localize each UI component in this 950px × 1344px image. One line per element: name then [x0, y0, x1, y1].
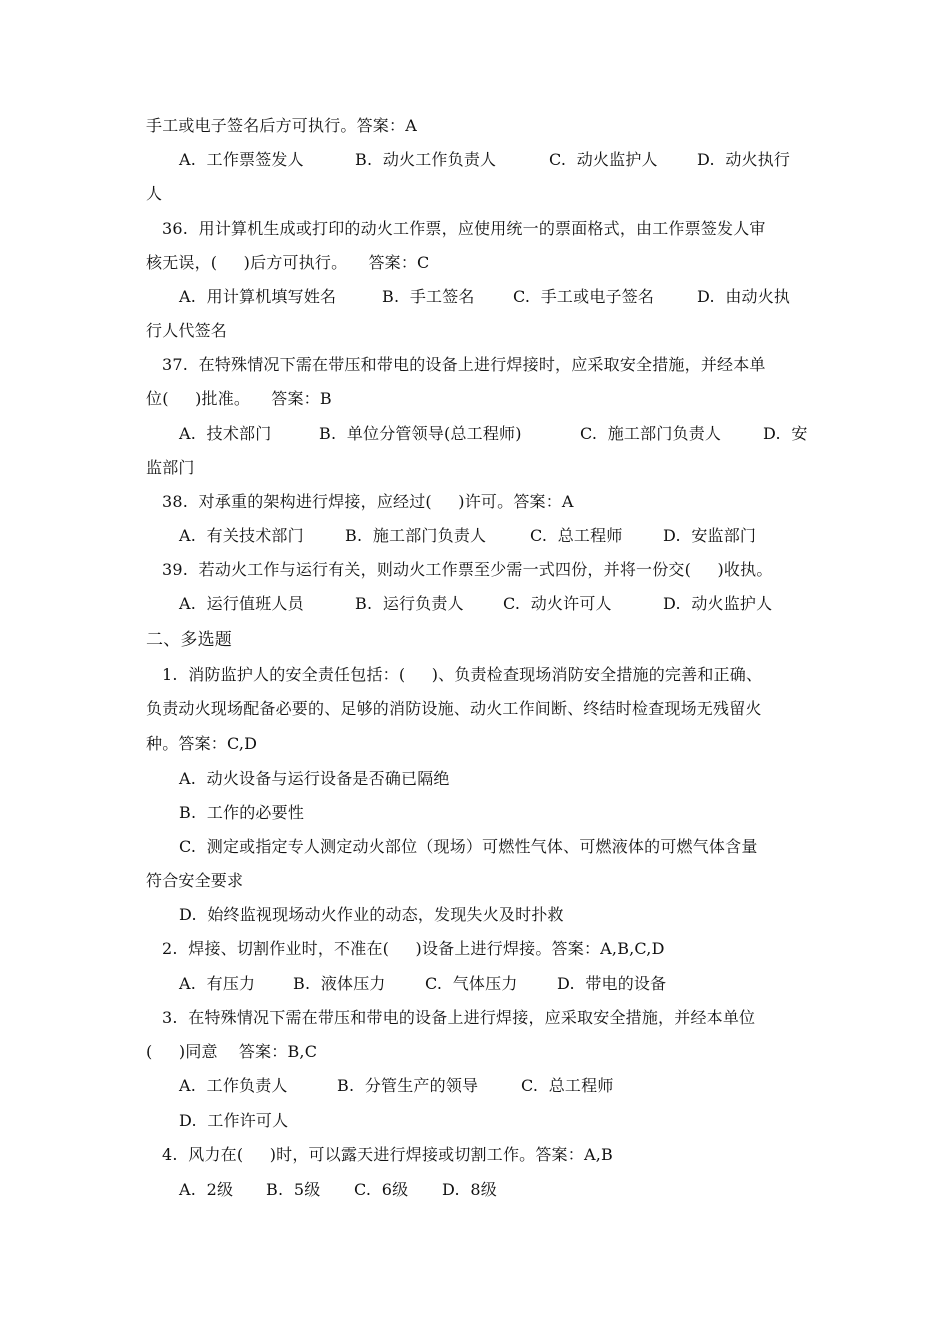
q36-option-d-cont: 行人代签名: [146, 321, 228, 340]
m4-option-a: A. 2级: [179, 1180, 234, 1199]
q36-option-d: D. 由动火执: [697, 287, 791, 306]
q39-option-a: A. 运行值班人员: [179, 594, 304, 613]
q38-option-b: B. 施工部门负责人: [345, 526, 487, 545]
m3-text: 3. 在特殊情况下需在带压和带电的设备上进行焊接，应采取安全措施，并经本单位: [162, 1008, 756, 1027]
q35-option-d-cont: 人: [146, 184, 163, 203]
m4-text: 4. 风力在( )时，可以露天进行焊接或切割工作。答案：A,B: [162, 1145, 613, 1164]
q35-options: [0, 150, 950, 270]
m1-option-b: B. 工作的必要性: [179, 803, 305, 822]
m3-option-c: C. 总工程师: [521, 1076, 614, 1095]
m1-option-c: C. 测定或指定专人测定动火部位（现场）可燃性气体、可燃液体的可燃气体含量: [179, 837, 758, 856]
m3-text-cont: ( )同意 答案：B,C: [146, 1042, 318, 1061]
q39-option-d: D. 动火监护人: [663, 594, 773, 613]
m2-option-a: A. 有压力: [179, 974, 256, 993]
q37-option-a: A. 技术部门: [179, 424, 272, 443]
m4-options: [0, 1180, 950, 1300]
q39-option-b: B. 运行负责人: [355, 594, 464, 613]
q37-text-cont: 位( )批准。 答案：B: [146, 389, 332, 408]
q38-text: 38. 对承重的架构进行焊接，应经过( )许可。答案：A: [162, 492, 574, 511]
q35-option-d: D. 动火执行: [697, 150, 791, 169]
q36-option-c: C. 手工或电子签名: [513, 287, 655, 306]
q37-text: 37. 在特殊情况下需在带压和带电的设备上进行焊接时，应采取安全措施，并经本单: [162, 355, 766, 374]
q35-option-c: C. 动火监护人: [549, 150, 658, 169]
m1-option-d: D. 始终监视现场动火作业的动态，发现失火及时扑救: [179, 905, 564, 924]
q37-option-b: B. 单位分管领导(总工程师): [319, 424, 522, 443]
q35-option-a: A. 工作票签发人: [179, 150, 304, 169]
q39-text: 39. 若动火工作与运行有关，则动火工作票至少需一式四份，并将一份交( )收执。: [162, 560, 773, 579]
q37-option-d-cont: 监部门: [146, 458, 195, 477]
q36-text: 36. 用计算机生成或打印的动火工作票，应使用统一的票面格式，由工作票签发人审: [162, 219, 766, 238]
q38-option-a: A. 有关技术部门: [179, 526, 304, 545]
q36-option-a: A. 用计算机填写姓名: [179, 287, 337, 306]
m2-option-c: C. 气体压力: [425, 974, 518, 993]
q39-option-c: C. 动火许可人: [503, 594, 612, 613]
q38-option-c: C. 总工程师: [530, 526, 623, 545]
m2-option-b: B. 液体压力: [293, 974, 386, 993]
m2-text: 2. 焊接、切割作业时，不准在( )设备上进行焊接。答案：A,B,C,D: [162, 939, 665, 958]
q36-option-b: B. 手工签名: [382, 287, 475, 306]
m3-option-d: D. 工作许可人: [179, 1111, 289, 1130]
m2-option-d: D. 带电的设备: [557, 974, 667, 993]
q35-tail: 手工或电子签名后方可执行。答案：A: [146, 116, 417, 135]
q37-option-c: C. 施工部门负责人: [580, 424, 722, 443]
m4-option-c: C. 6级: [354, 1180, 409, 1199]
m1-option-a: A. 动火设备与运行设备是否确已隔绝: [179, 769, 450, 788]
m4-option-d: D. 8级: [442, 1180, 497, 1199]
m3-option-b: B. 分管生产的领导: [337, 1076, 479, 1095]
q35-option-b: B. 动火工作负责人: [355, 150, 497, 169]
m3-option-a: A. 工作负责人: [179, 1076, 288, 1095]
m1-text: 1. 消防监护人的安全责任包括：( )、负责检查现场消防安全措施的完善和正确、: [162, 665, 763, 684]
q36-text-cont: 核无误，( )后方可执行。 答案：C: [146, 253, 430, 272]
m1-option-c-cont: 符合安全要求: [146, 871, 244, 890]
q38-option-d: D. 安监部门: [663, 526, 757, 545]
q37-option-d: D. 安: [763, 424, 808, 443]
section-heading-multiple-choice: 二、多选题: [146, 630, 232, 650]
q36-options: [0, 287, 950, 407]
m4-option-b: B. 5级: [266, 1180, 321, 1199]
q39-options: [0, 594, 950, 714]
m1-text-cont: 负责动火现场配备必要的、足够的消防设施、动火工作间断、终结时检查现场无残留火: [146, 699, 762, 718]
m1-text-cont2: 种。答案：C,D: [146, 734, 258, 753]
